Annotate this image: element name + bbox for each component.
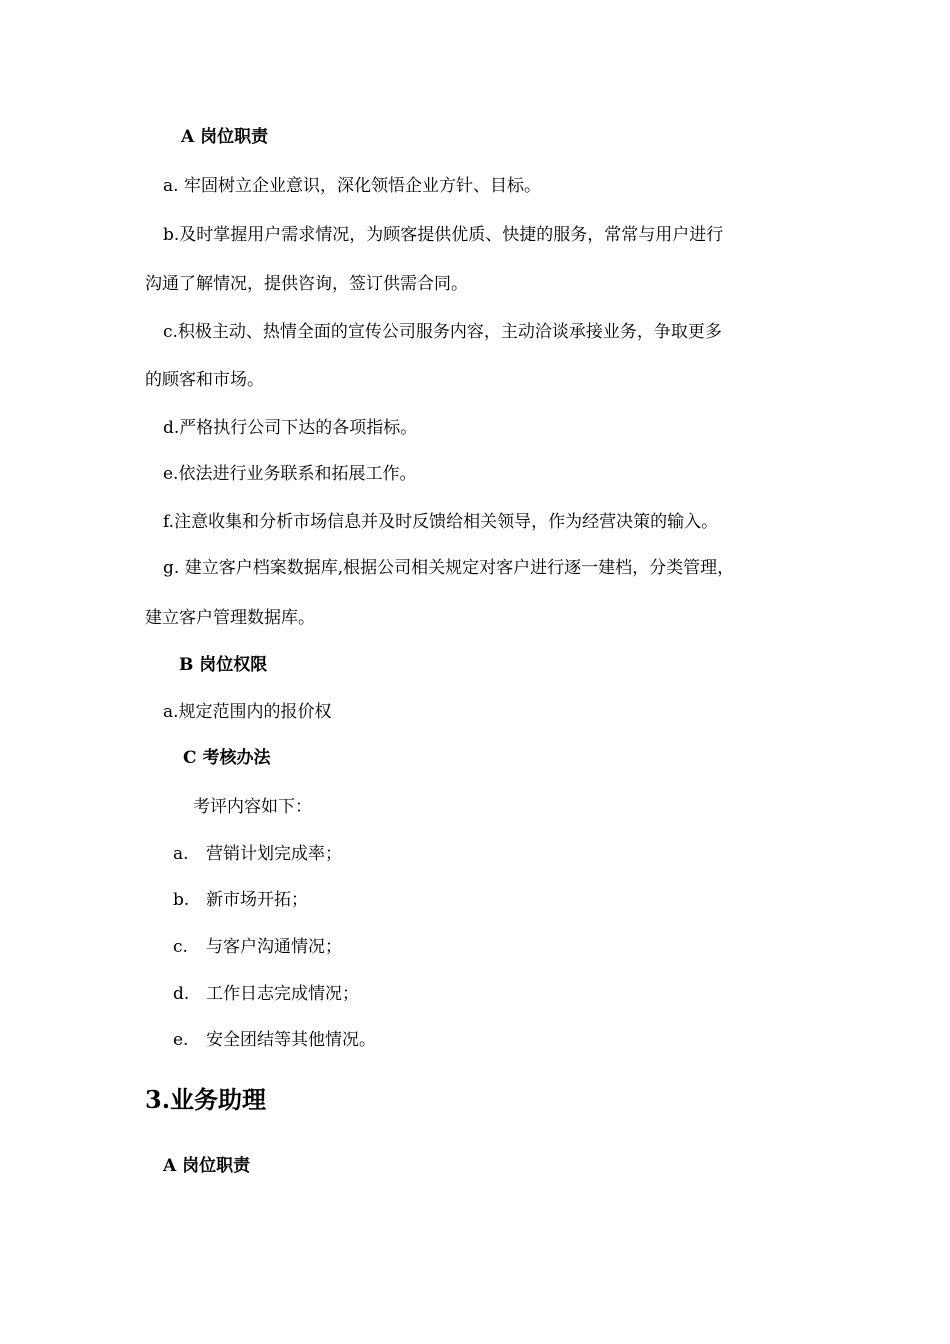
duty-item-c: c.积极主动、热情全面的宣传公司服务内容，主动洽谈承接业务，争取更多 (163, 322, 722, 342)
assessment-item-text: 工作日志完成情况； (206, 984, 359, 1004)
assessment-item-text: 新市场开拓； (206, 890, 308, 910)
assessment-item-label: a. (173, 844, 189, 864)
assessment-item-label: b. (173, 890, 190, 910)
duty-item-g-continued: 建立客户管理数据库。 (145, 608, 315, 628)
assessment-item-label: e. (173, 1030, 189, 1050)
duty-item-d: d.严格执行公司下达的各项指标。 (163, 418, 418, 438)
assessment-item-text: 与客户沟通情况； (206, 937, 342, 957)
assessment-item (173, 936, 342, 958)
duty-item-b: b.及时掌握用户需求情况，为顾客提供优质、快捷的服务，常常与用户进行 (163, 225, 724, 245)
duty-item-f: f.注意收集和分析市场信息并及时反馈给相关领导，作为经营决策的输入。 (163, 512, 719, 532)
duty-item-g: g. 建立客户档案数据库,根据公司相关规定对客户进行逐一建档，分类管理， (163, 558, 735, 578)
assessment-item-label: d. (173, 984, 190, 1004)
assessment-item-text: 营销计划完成率； (206, 844, 342, 864)
assessment-item (173, 889, 308, 911)
section-a-heading: A 岗位职责 (181, 127, 269, 147)
section-c-heading: C 考核办法 (183, 748, 271, 768)
assessment-item (173, 1029, 376, 1051)
assessment-item (173, 983, 359, 1005)
duty-item-a: a. 牢固树立企业意识，深化领悟企业方针、目标。 (163, 176, 541, 196)
duty-item-c-continued: 的顾客和市场。 (145, 370, 264, 390)
assessment-item-text: 安全团结等其他情况。 (206, 1030, 376, 1050)
section-b-heading: B 岗位权限 (179, 655, 268, 675)
authority-item-a: a.规定范围内的报价权 (163, 702, 332, 722)
duty-item-b-continued: 沟通了解情况，提供咨询，签订供需合同。 (145, 274, 468, 294)
duty-item-e: e.依法进行业务联系和拓展工作。 (163, 464, 417, 484)
section-3-title: 3.业务助理 (145, 1085, 267, 1114)
section-3-subheading: A 岗位职责 (163, 1156, 251, 1176)
assessment-intro: 考评内容如下： (193, 797, 312, 817)
assessment-item (173, 843, 342, 865)
assessment-item-label: c. (173, 937, 188, 957)
